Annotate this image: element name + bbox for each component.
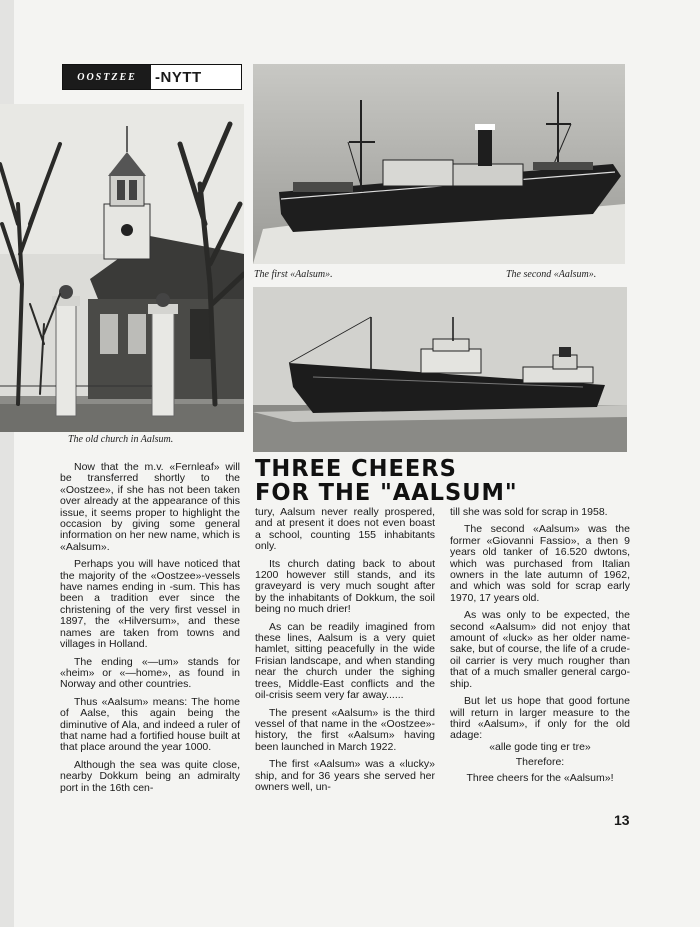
- therefore-line: Therefore:: [515, 756, 565, 769]
- masthead-oostzee: OOSTZEE: [63, 65, 151, 89]
- headline-line-1: THREE CHEERS: [255, 456, 457, 482]
- first-ship-photo: [253, 64, 625, 264]
- paragraph: Thus «Aalsum» means: The home of Aalse, this again being the diminutive of Ala, and indeed a ruler of that name had a fortified house built at that place around the year 1000.: [60, 695, 240, 754]
- caption-second-ship: The second «Aalsum».: [506, 269, 597, 280]
- paragraph: The second «Aalsum» was the former «Giovanni Fassio», a then 9 years old tanker of 16.520 dwtons, which was purchased from Italian owners in the late autumn of 1962, and which was sold for scrap early 1970, 17 years old.: [450, 523, 630, 604]
- adage: «alle gode ting er tre»: [489, 740, 591, 753]
- paragraph: Its church dating back to about 1200 however still stands, and its graveyard is very much sought after by the inhabitants of Dokkum, the soil being no much drier!: [255, 557, 435, 616]
- paragraph: As can be readily imagined from these lines, Aalsum is a very quiet hamlet, sitting peacefully in the wide Frisian landscape, and when standing near the church under the sighing trees, Middle-East conflicts and the oil-crisis seem very far away......: [255, 620, 435, 702]
- headline: [255, 457, 529, 505]
- article-column-1: [60, 462, 240, 800]
- paragraph: The ending «—um» stands for «heim» or «—home», as found in Norway and other countries.: [60, 655, 240, 691]
- church-photo: [0, 104, 244, 432]
- paragraph: Perhaps you will have noticed that the majority of the «Oostzee»-vessels have names ending in -sum. This has been a tradition ever since the christening of the very first vessel in 1897, the «Hilversum», and these names are taken from towns and villages in Holland.: [60, 558, 240, 651]
- paragraph: Now that the m.v. «Fernleaf» will be transferred shortly to the «Oostzee», if she has not been taken over already at the appearance of this issue, it seems proper to highlight the occasion by giving some general information on her new name, which is «Aalsum».: [60, 461, 240, 553]
- headline-line-2: FOR THE "AALSUM": [255, 480, 518, 506]
- masthead-nytt: -NYTT: [155, 68, 202, 86]
- paragraph: The first «Aalsum» was a «lucky» ship, and for 36 years she served her owners well, un-: [255, 758, 435, 793]
- article-column-3: [450, 507, 630, 788]
- caption-church: The old church in Aalsum.: [68, 434, 174, 445]
- paragraph: The present «Aalsum» is the third vessel of that name in the «Oostzee»-history, the first «Aalsum» having been launched in March 1922.: [255, 706, 435, 753]
- paragraph: tury, Aalsum never really prospered, and at present it does not even boast a school, counting 155 inhabitants only.: [255, 506, 435, 553]
- article-column-2: [255, 507, 435, 799]
- closing-line: Three cheers for the «Aalsum»!: [466, 771, 614, 784]
- paragraph: Although the sea was quite close, nearby Dokkum being an admiralty port in the 16th cen-: [60, 758, 240, 794]
- paragraph: till she was sold for scrap in 1958.: [450, 506, 608, 518]
- page-number: 13: [614, 812, 630, 828]
- second-ship-photo: [253, 287, 627, 452]
- paragraph: As was only to be expected, the second «Aalsum» did not enjoy that amount of «luck» as her older name-sake, but of course, the life of a crude-oil carrier is very much rougher than that of a much smaller general cargo-ship.: [450, 609, 630, 690]
- masthead: [62, 64, 242, 90]
- caption-first-ship: The first «Aalsum».: [254, 269, 333, 280]
- paragraph: But let us hope that good fortune will return in larger measure to the third «Aalsum», if only for the old adage:: [450, 695, 630, 742]
